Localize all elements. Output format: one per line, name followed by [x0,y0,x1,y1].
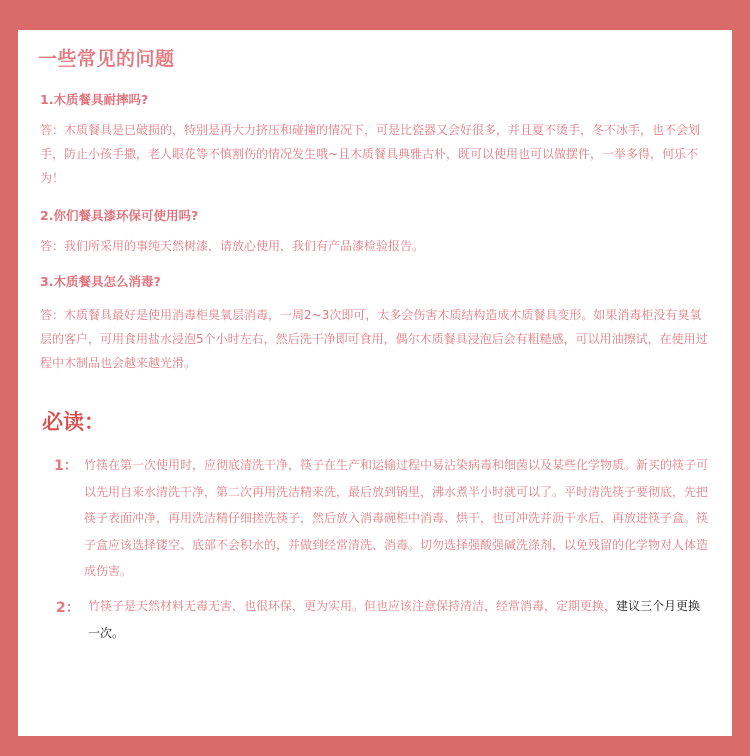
must-read-number-1: 1： [54,458,78,474]
faq-question-2: 2.你们餐具漆环保可使用吗? [40,208,199,223]
must-read-text-2-main: 竹筷子是天然材料无毒无害，也很环保，更为实用。但也应该注意保持清洁，经常消毒，定期更换， [88,599,617,613]
faq-question-3: 3.木质餐具怎么消毒? [40,274,161,289]
faq-answer-3: 答：木质餐具最好是使用消毒柜臭氧层消毒，一周2~3次即可，太多会伤害木质结构造成木质餐具变形。如果消毒柜没有臭氧层的客户，可用食用盐水浸泡5个小时左右，然后洗干净即可食用，偶尔木质餐具浸泡后会有粗糙感，可以用油擦试，在使用过程中木制品也会越来越光滑。 [40,308,708,370]
faq-answer-2: 答：我们所采用的事纯天然树漆，请放心使用，我们有产品漆检验报告。 [40,239,425,253]
faq-title: 一些常见的问题 [38,48,175,70]
must-read-text-1: 竹筷在第一次使用时，应彻底清洗干净，筷子在生产和运输过程中易沾染病毒和细菌以及某些化学物质。新买的筷子可以先用自来水清洗干净，第二次再用洗洁精来洗，最后放到锅里，沸水煮半小时就可以了。平时清洗筷子要彻底，先把筷子表面冲净，再用洗洁精仔细搓洗筷子，然后放入消毒碗柜中消毒、烘干，也可冲洗并沥干水后，再放进筷子盒。筷子盒应该选择镂空、底部不会积水的，并做到经常清洗、消毒。切勿选择强酸强碱洗涤剂，以免残留的化学物对人体造成伤害。 [84,458,709,578]
content-card [18,30,732,736]
must-read-text-2 [88,593,712,646]
faq-answer-1: 答：木质餐具是已破损的，特别是再大力挤压和碰撞的情况下，可是比瓷器又会好很多，并且夏不烫手，冬不冰手，也不会划手，防止小孩手撒，老人眼花等不慎割伤的情况发生哦~且木质餐具典雅古朴，既可以使用也可以做摆件，一举多得，何乐不为！ [40,123,701,185]
faq-question-1: 1.木质餐具耐摔吗? [40,92,149,107]
must-read-title: 必读： [42,410,105,434]
must-read-text-2-emphasis: 建议三个月更换一次。 [88,599,701,640]
must-read-number-2: 2： [56,600,80,616]
